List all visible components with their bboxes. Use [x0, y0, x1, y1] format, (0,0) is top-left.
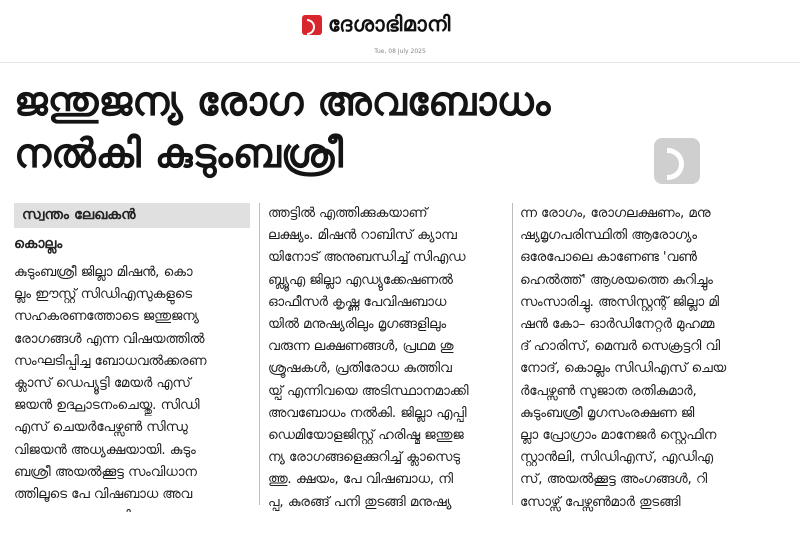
text-line: കുടുംബശ്രീ മൃഗസംരക്ഷണ ജി	[520, 405, 695, 421]
text-line: ശ്രൂഷകൾ, പ്രതിരോധ കുത്തിവ	[268, 361, 452, 377]
masthead	[0, 0, 800, 62]
text-line: ന്ന രോഗം, രോഗലക്ഷണം, മനു	[520, 206, 711, 221]
text-line: സഹകരണത്തോടെ ജന്തുജന്യ	[14, 309, 199, 325]
text-line: ർപേഴ്സൺ സുജാത രതികുമാർ,	[520, 383, 697, 399]
edition-date: Tue, 08 July 2025	[374, 48, 426, 55]
text-line: ജയൻ ഉദ്ഘാടനംചെയ്തു. സിഡി	[14, 398, 200, 414]
text-line: വിജയൻ അധ്യക്ഷയായി. കുടും	[14, 442, 196, 458]
text-line: വരുന്ന ലക്ഷണങ്ങൾ, പ്രഥമ ശു	[268, 339, 454, 355]
text-line: സ്റ്റാൻലി, സിഡിഎസ്, എഡിഎ	[520, 450, 713, 466]
text-line: നോദ്, കൊല്ലം സിഡിഎസ് ചെയ	[520, 361, 727, 377]
text-line: ലക്ഷ്യം. മിഷൻ റാബിസ് ക്യാമ്പ	[268, 228, 457, 244]
text-line: ക്ലാസ് ഡെപ്യൂട്ടി മേയർ എസ്	[14, 376, 191, 392]
deshabhimani-logo-icon	[302, 15, 322, 35]
text-line: ഡെമിയോളജിസ്റ്റ് ഹരിഷ്മ ജന്തുജ	[268, 428, 464, 444]
byline: സ്വന്തം ലേഖകൻ	[14, 203, 250, 228]
masthead-divider	[0, 62, 800, 63]
text-line: ത്തട്ടിൽ എത്തിക്കുകയാണ്	[268, 206, 428, 221]
text-line: സ്, അയൽക്കൂട്ട അംഗങ്ങൾ, റി	[520, 472, 708, 488]
headline-line: നൽകി കുടുംബശ്രീ	[14, 131, 344, 177]
text-line: ഹെൽത്ത്' ആശയത്തെ കുറിച്ചും	[520, 272, 713, 288]
dateline: കൊല്ലം	[14, 236, 63, 252]
text-line: രോഗങ്ങൾ എന്ന വിഷയത്തിൽ	[14, 331, 205, 347]
text-line: ല്ലാ പ്രോഗ്രാം മാനേജർ സ്റ്റെഫിന	[520, 428, 717, 444]
column-divider	[512, 203, 513, 505]
page-bottom	[0, 512, 800, 536]
text-line: എസ് ചെയർപേഴ്സൺ സിന്ധു	[14, 420, 188, 436]
text-line: ഒരേപോലെ കാണേണ്ട 'വൺ	[520, 250, 697, 266]
text-line: യ്പ് എന്നിവയെ അടിസ്ഥാനമാക്കി	[268, 383, 469, 399]
text-line: സംസാരിച്ചു. അസിസ്റ്റന്റ് ജില്ലാ മി	[520, 294, 720, 310]
text-line: യിൽ മനുഷ്യരിലും മൃഗങ്ങളിലും	[268, 317, 447, 333]
text-line: അവബോധം നൽകി. ജില്ലാ എപ്പി	[268, 405, 467, 421]
text-line: ബ്ല്യൂഎ ജില്ലാ എഡ്യുക്കേഷണൽ	[268, 272, 453, 288]
text-line: ഓഫീസർ കൃഷ്ണ പേവിഷബാധ	[268, 294, 447, 310]
article-column-3	[520, 203, 786, 536]
text-line: ഷൻ കോ– ഓർഡിനേറ്റർ മുഹമ്മ	[520, 317, 715, 333]
text-line: ഷ്യമൃഗപരിസ്ഥിതി ആരോഗ്യം	[520, 228, 697, 244]
text-line: ന്യ രോഗങ്ങളെക്കുറിച്ച് ക്ലാസെടു	[268, 450, 460, 466]
text-line: ദ് ഹാരിസ്, മെമ്പർ സെക്രട്ടറി വി	[520, 339, 721, 355]
deshabhimani-watermark-icon	[654, 138, 700, 184]
article-column-1	[14, 262, 252, 528]
text-line: ബശ്രീ അയൽക്കൂട്ട സംവിധാന	[14, 464, 197, 480]
headline-line: ജന്തുജന്യ രോഗ അവബോധം	[14, 79, 551, 125]
text-line: ല്ലം ഈസ്റ്റ് സിഡിഎസുകളുടെ	[14, 287, 193, 303]
text-line: സോഴ്സ് പേഴ്സൺമാർ തുടങ്ങി	[520, 494, 681, 510]
article-headline	[14, 76, 654, 180]
site-logo[interactable]	[302, 12, 451, 37]
article-column-2	[268, 203, 506, 536]
text-line: ത്തിലൂടെ പേ വിഷബാധ അവ	[14, 487, 193, 503]
text-line: പ്പ, കുരങ്ങ് പനി തുടങ്ങി മനുഷ്യ	[268, 494, 452, 510]
text-line: ത്തു. ക്ഷയം, പേ വിഷബാധ, നി	[268, 472, 453, 488]
logo-text: ദേശാഭിമാനി	[328, 12, 451, 36]
text-line: സംഘടിപ്പിച്ച ബോധവൽക്കരണ	[14, 353, 207, 369]
column-divider	[259, 203, 260, 505]
text-line: കുടുംബശ്രീ ജില്ലാ മിഷൻ, കൊ	[14, 265, 193, 280]
text-line: യിനോട് അനുബന്ധിച്ച് സിഎഡ	[268, 250, 466, 266]
